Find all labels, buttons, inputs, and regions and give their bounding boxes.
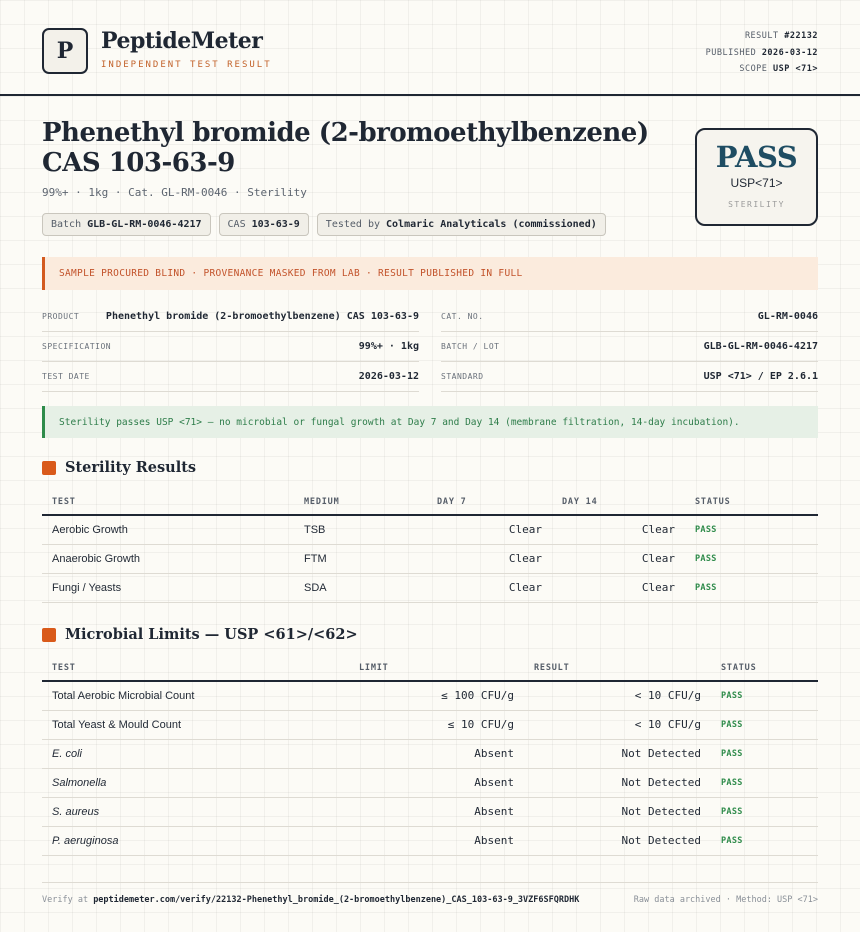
archive-note: Raw data archived · Method: USP <71>: [633, 895, 818, 905]
result: Not Detected: [524, 826, 711, 855]
status-badge: PASS: [711, 797, 818, 826]
test-name: P. aeruginosa: [42, 826, 349, 855]
day14-result: Clear: [552, 544, 685, 573]
info-product: [42, 302, 419, 332]
limit: Absent: [349, 739, 524, 768]
cas-chip-value: 103-63-9: [251, 219, 300, 230]
status-badge: PASS: [685, 573, 818, 602]
day14-result: Clear: [552, 573, 685, 602]
result: Not Detected: [524, 739, 711, 768]
logo-letter: P: [56, 38, 74, 64]
col-status: STATUS: [711, 655, 818, 681]
info-label: STANDARD: [441, 372, 484, 381]
table-row: [42, 710, 818, 739]
microbial-section-title: [42, 626, 358, 643]
status-badge: PASS: [711, 826, 818, 855]
test-name: Total Yeast & Mould Count: [42, 710, 349, 739]
table-row: [42, 681, 818, 710]
notice-banner: [42, 257, 818, 290]
tested-by-chip: [317, 213, 606, 236]
day7-result: Clear: [427, 573, 552, 602]
test-name: S. aureus: [42, 797, 349, 826]
test-name: Anaerobic Growth: [42, 544, 294, 573]
info-label: CAT. NO.: [441, 312, 484, 321]
test-name: Aerobic Growth: [42, 515, 294, 544]
tested-chip-value: Colmaric Analyticals (commissioned): [386, 219, 597, 230]
limit: Absent: [349, 768, 524, 797]
table-row: [42, 797, 818, 826]
page-subtitle: 99%+ · 1kg · Cat. GL-RM-0046 · Sterility: [42, 186, 307, 199]
info-test-date: [42, 362, 419, 392]
verdict-category: STERILITY: [728, 200, 785, 209]
table-row: [42, 515, 818, 544]
day7-result: Clear: [427, 544, 552, 573]
sterility-title-text: Sterility Results: [65, 459, 197, 476]
status-badge: PASS: [685, 544, 818, 573]
table-row: [42, 768, 818, 797]
title-line-1: Phenethyl bromide (2-bromoethylbenzene): [42, 118, 649, 148]
info-value: USP <71> / EP 2.6.1: [703, 371, 818, 382]
limit: Absent: [349, 826, 524, 855]
result-meta: [706, 28, 818, 78]
result-label: RESULT: [744, 31, 779, 41]
status-badge: PASS: [711, 739, 818, 768]
col-test: TEST: [42, 489, 294, 515]
status-badge: PASS: [711, 710, 818, 739]
summary-text: Sterility passes USP <71> — no microbial or fungal growth at Day 7 and Day 14 (membrane filtration, 14-day incubation).: [59, 416, 740, 428]
tested-chip-label: Tested by: [325, 219, 380, 230]
info-cat-no: [441, 302, 818, 332]
test-name: Total Aerobic Microbial Count: [42, 681, 349, 710]
result-number: #22132: [784, 31, 818, 41]
title-line-2: CAS 103-63-9: [42, 148, 235, 178]
info-chips: [42, 213, 606, 236]
col-day7: DAY 7: [427, 489, 552, 515]
report-header: [0, 0, 860, 96]
verdict-badge: [695, 128, 818, 226]
result: < 10 CFU/g: [524, 681, 711, 710]
batch-chip-value: GLB-GL-RM-0046-4217: [87, 219, 202, 230]
info-value: Phenethyl bromide (2-bromoethylbenzene) CAS 103-63-9: [105, 311, 419, 322]
cas-chip-label: CAS: [227, 219, 246, 230]
microbial-table: [42, 655, 818, 856]
scope-label: SCOPE: [739, 64, 768, 74]
medium: SDA: [294, 573, 427, 602]
result: Not Detected: [524, 768, 711, 797]
brand-logo[interactable]: [42, 28, 88, 74]
table-row: [42, 826, 818, 855]
info-label: TEST DATE: [42, 372, 90, 381]
table-row: [42, 739, 818, 768]
medium: FTM: [294, 544, 427, 573]
limit: ≤ 100 CFU/g: [349, 681, 524, 710]
col-limit: LIMIT: [349, 655, 524, 681]
day14-result: Clear: [552, 515, 685, 544]
info-specification: [42, 332, 419, 362]
col-result: RESULT: [524, 655, 711, 681]
status-badge: PASS: [711, 768, 818, 797]
batch-chip: [42, 213, 211, 236]
verdict-word: PASS: [715, 140, 798, 174]
col-test: TEST: [42, 655, 349, 681]
table-header-row: [42, 655, 818, 681]
col-medium: MEDIUM: [294, 489, 427, 515]
test-name: E. coli: [42, 739, 349, 768]
verify-label: Verify at: [42, 895, 89, 905]
report-footer: [42, 882, 818, 905]
medium: TSB: [294, 515, 427, 544]
brand-tagline: INDEPENDENT TEST RESULT: [101, 60, 272, 70]
table-row: [42, 573, 818, 602]
table-row: [42, 544, 818, 573]
info-label: SPECIFICATION: [42, 342, 112, 351]
sterility-section-title: [42, 459, 196, 476]
limit: ≤ 10 CFU/g: [349, 710, 524, 739]
info-batch-lot: [441, 332, 818, 362]
cas-chip: [219, 213, 309, 236]
verdict-standard: USP<71>: [730, 176, 783, 190]
info-value: 99%+ · 1kg: [358, 341, 419, 352]
status-badge: PASS: [711, 681, 818, 710]
limit: Absent: [349, 797, 524, 826]
info-standard: [441, 362, 818, 392]
published-date: 2026-03-12: [761, 47, 818, 58]
section-marker-icon: [42, 461, 56, 475]
info-label: BATCH / LOT: [441, 342, 500, 351]
col-status: STATUS: [685, 489, 818, 515]
info-label: PRODUCT: [42, 312, 80, 321]
section-marker-icon: [42, 628, 56, 642]
microbial-title-text: Microbial Limits — USP <61>/<62>: [65, 626, 358, 643]
published-label: PUBLISHED: [705, 47, 757, 58]
status-badge: PASS: [685, 515, 818, 544]
test-name: Salmonella: [42, 768, 349, 797]
info-value: 2026-03-12: [358, 371, 419, 382]
table-header-row: [42, 489, 818, 515]
sterility-table: [42, 489, 818, 603]
result: Not Detected: [524, 797, 711, 826]
notice-text: SAMPLE PROCURED BLIND · PROVENANCE MASKED FROM LAB · RESULT PUBLISHED IN FULL: [59, 268, 523, 279]
verify-link[interactable]: peptidemeter.com/verify/22132-Phenethyl_bromide_(2-bromoethylbenzene)_CAS_103-63-9_3VZF6SFQRDHK: [93, 895, 580, 905]
page-title: [42, 118, 662, 178]
col-day14: DAY 14: [552, 489, 685, 515]
summary-banner: [42, 406, 818, 438]
result: < 10 CFU/g: [524, 710, 711, 739]
brand-name[interactable]: PeptideMeter: [101, 28, 263, 54]
info-value: GL-RM-0046: [757, 311, 818, 322]
batch-chip-label: Batch: [51, 219, 82, 230]
test-name: Fungi / Yeasts: [42, 573, 294, 602]
info-value: GLB-GL-RM-0046-4217: [703, 341, 818, 352]
verify-line: [42, 895, 579, 905]
day7-result: Clear: [427, 515, 552, 544]
scope-value: USP <71>: [773, 64, 818, 74]
